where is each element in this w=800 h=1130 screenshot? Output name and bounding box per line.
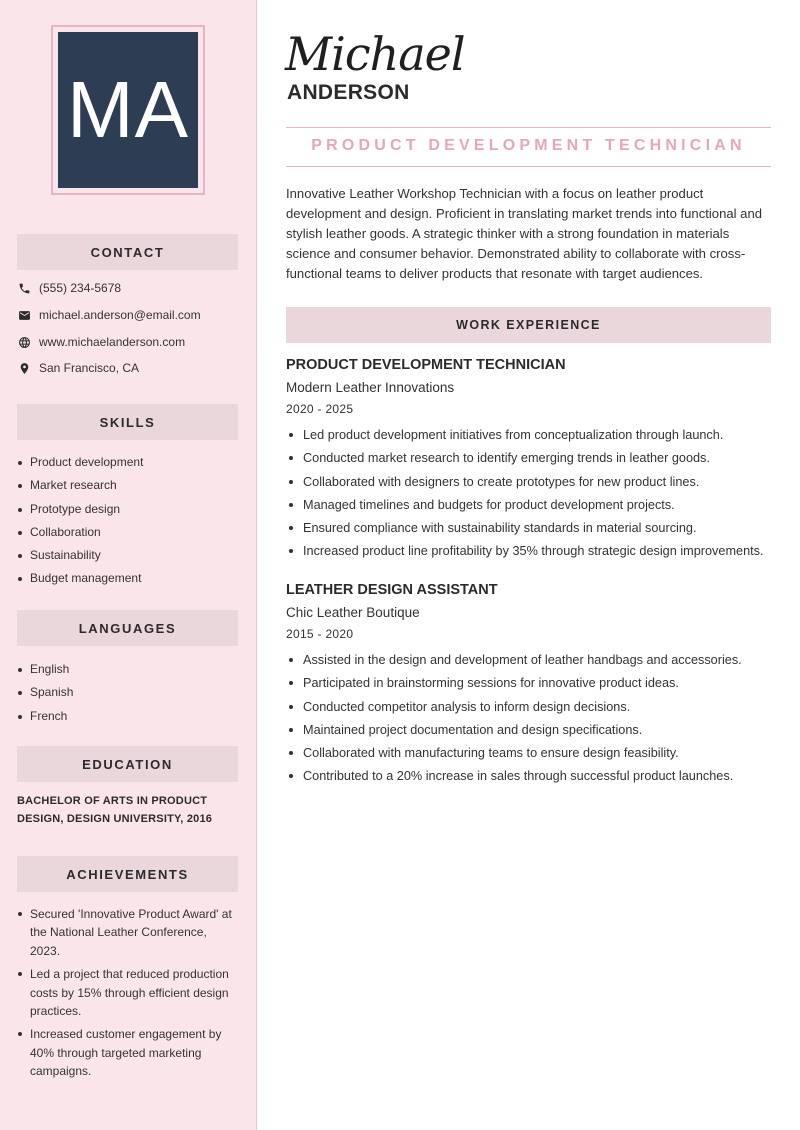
job-bullets: [286, 652, 776, 792]
skill-item: Product development: [17, 454, 242, 477]
language-item: English: [17, 661, 242, 684]
job-title: PRODUCT DEVELOPMENT TECHNICIAN: [311, 137, 746, 154]
job-dates: 2015 - 2020: [286, 627, 354, 641]
contact-email-text[interactable]: michael.anderson@email.com: [39, 308, 201, 322]
title-divider-bottom: [286, 166, 771, 167]
job-bullets: [286, 427, 776, 567]
skills-list: [17, 454, 242, 594]
skill-item: Collaboration: [17, 524, 242, 547]
job-bullet: Managed timelines and budgets for product development projects.: [286, 497, 776, 520]
achievements-list: [17, 905, 232, 1086]
achievement-item: Increased customer engagement by 40% through targeted marketing campaigns.: [17, 1025, 232, 1080]
job-bullet: Collaborated with manufacturing teams to ensure design feasibility.: [286, 745, 776, 768]
achievements-header: ACHIEVEMENTS: [17, 856, 238, 892]
job-bullet: Conducted market research to identify emerging trends in leather goods.: [286, 450, 776, 473]
contact-phone-text[interactable]: (555) 234-5678: [39, 281, 122, 295]
email-icon: [17, 308, 31, 322]
profile-summary: Innovative Leather Workshop Technician with a focus on leather product development and design. Proficient in translating market trends into functional and stylish leather goods. A strategic thinker with a strong foundation in materials science and consumer behavior. Demonstrated ability to collaborate with cross-functional teams to deliver products that resonate with target audiences.: [286, 186, 763, 281]
location-pin-icon: [17, 361, 31, 375]
job-company: Modern Leather Innovations: [286, 380, 455, 395]
contact-location-text: San Francisco, CA: [39, 361, 140, 375]
achievement-item: Led a project that reduced production costs by 15% through efficient design practices.: [17, 965, 232, 1020]
language-item: Spanish: [17, 684, 242, 707]
last-name: ANDERSON: [287, 81, 410, 104]
title-divider-top: [286, 127, 771, 128]
experience-entry: [286, 582, 776, 792]
job-bullet: Collaborated with designers to create prototypes for new product lines.: [286, 474, 776, 497]
achievement-item: Secured 'Innovative Product Award' at the National Leather Conference, 2023.: [17, 905, 232, 960]
job-bullet: Contributed to a 20% increase in sales through successful product launches.: [286, 768, 776, 791]
skill-item: Budget management: [17, 570, 242, 593]
job-bullet: Increased product line profitability by 35% through strategic design improvements.: [286, 543, 776, 566]
skill-item: Market research: [17, 477, 242, 500]
globe-icon: [17, 335, 31, 349]
work-experience-header: WORK EXPERIENCE: [286, 307, 771, 343]
job-bullet: Assisted in the design and development of leather handbags and accessories.: [286, 652, 776, 675]
sidebar: [0, 0, 257, 1130]
contact-website: [17, 333, 185, 351]
experience-entry: [286, 357, 776, 567]
job-bullet: Led product development initiatives from conceptualization through launch.: [286, 427, 776, 450]
job-bullet: Conducted competitor analysis to inform design decisions.: [286, 699, 776, 722]
education-header: EDUCATION: [17, 746, 238, 782]
skill-item: Sustainability: [17, 547, 242, 570]
job-company: Chic Leather Boutique: [286, 605, 420, 620]
job-bullet: Maintained project documentation and design specifications.: [286, 722, 776, 745]
monogram: MA: [58, 32, 198, 188]
first-name: Michael: [285, 27, 465, 81]
languages-list: [17, 661, 242, 731]
languages-header: LANGUAGES: [17, 610, 238, 646]
language-item: French: [17, 708, 242, 731]
contact-phone: [17, 279, 121, 297]
monogram-frame: [51, 25, 205, 195]
job-dates: 2020 - 2025: [286, 402, 354, 416]
contact-email: [17, 306, 201, 324]
contact-header: CONTACT: [17, 234, 238, 270]
job-bullet: Ensured compliance with sustainability standards in material sourcing.: [286, 520, 776, 543]
education-degree: BACHELOR OF ARTS IN PRODUCT DESIGN, DESIGN UNIVERSITY, 2016: [17, 795, 213, 825]
contact-location: [17, 359, 139, 377]
skills-header: SKILLS: [17, 404, 238, 440]
job-role: PRODUCT DEVELOPMENT TECHNICIAN: [286, 357, 566, 373]
contact-website-text[interactable]: www.michaelanderson.com: [39, 335, 186, 349]
phone-icon: [17, 281, 31, 295]
job-role: LEATHER DESIGN ASSISTANT: [286, 582, 498, 598]
job-bullet: Participated in brainstorming sessions for innovative product ideas.: [286, 675, 776, 698]
skill-item: Prototype design: [17, 501, 242, 524]
